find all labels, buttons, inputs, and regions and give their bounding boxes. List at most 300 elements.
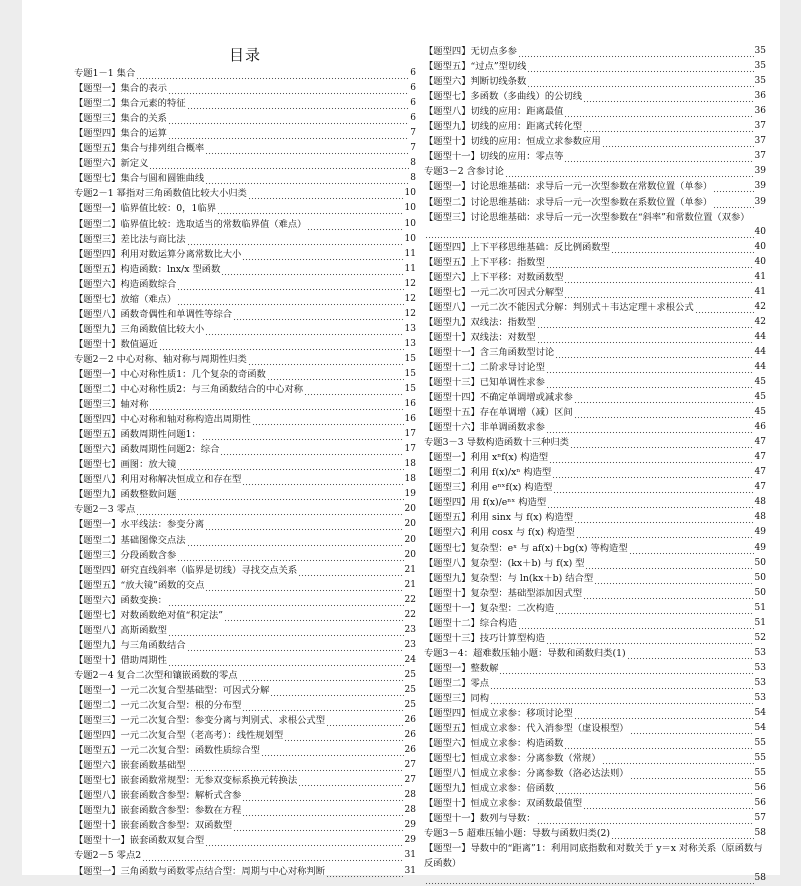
toc-entry-title: 【题型五】构造函数：lnx/x 型函数 (74, 263, 221, 275)
toc-entry[interactable] (74, 111, 416, 126)
toc-entry-page: 47 (754, 437, 766, 448)
toc-entry-title: 【题型五】函数周期性问题1： (74, 429, 201, 441)
toc-entry[interactable] (424, 661, 766, 676)
toc-entry-title: 【题型六】判断切线条数 (424, 76, 527, 88)
toc-entry[interactable] (424, 240, 766, 255)
toc-entry[interactable] (74, 758, 416, 773)
toc-entry-page: 31 (404, 850, 416, 861)
toc-entry-title: 【题型二】中心对称性质2：与三角函数结合的中心对称 (74, 384, 304, 396)
document-page (22, 0, 780, 884)
toc-entry-page: 39 (754, 181, 766, 192)
toc-entry-title: 【题型三】轴对称 (74, 399, 149, 411)
toc-entry-title: 【题型七】嵌套函数常规型：无参双变标系换元转换法 (74, 775, 298, 787)
toc-entry[interactable] (424, 736, 766, 751)
toc-entry[interactable] (74, 81, 416, 96)
dot-leader (242, 472, 403, 487)
dot-leader (326, 864, 404, 879)
toc-entry[interactable] (424, 841, 766, 886)
toc-entry-page: 42 (754, 316, 766, 327)
dot-leader (695, 300, 754, 315)
toc-entry-title: 【题型七】画图：放大镜 (74, 459, 177, 471)
dot-leader (168, 593, 404, 608)
toc-entry-page: 56 (754, 783, 766, 794)
dot-leader (220, 442, 403, 457)
toc-entry[interactable] (424, 480, 766, 495)
toc-entry-title: 【题型九】函数整数问题 (74, 489, 177, 501)
toc-entry[interactable] (74, 623, 416, 638)
toc-entry[interactable] (74, 427, 416, 442)
toc-entry[interactable] (424, 796, 766, 811)
toc-entry-title: 【题型六】新定义 (74, 158, 149, 170)
toc-entry[interactable] (424, 616, 766, 631)
toc-entry[interactable] (74, 382, 416, 397)
toc-entry[interactable] (74, 186, 416, 201)
dot-leader (242, 788, 403, 803)
toc-entry-page: 20 (404, 549, 416, 560)
toc-entry-title: 【题型三】同构 (424, 692, 490, 704)
toc-entry-title: 【题型十】复杂型：基础型添加因式型 (424, 587, 583, 599)
toc-entry-page: 6 (410, 83, 416, 94)
toc-entry-title: 【题型四】集合的运算 (74, 128, 167, 140)
toc-entry-title: 【题型九】与三角函数结合 (74, 639, 186, 651)
toc-entry[interactable] (424, 631, 766, 646)
toc-entry[interactable] (424, 315, 766, 330)
dot-leader (564, 104, 753, 119)
toc-entry-page: 56 (754, 798, 766, 809)
toc-entry-page: 53 (754, 662, 766, 673)
toc-entry-title: 【题型一】一元二次复合型基础型：可因式分解 (74, 684, 270, 696)
toc-entry-page: 36 (754, 91, 766, 102)
toc-entry[interactable] (74, 608, 416, 623)
toc-entry-page: 10 (404, 203, 416, 214)
toc-entry-title: 【题型九】切线的应用：距离式转化型 (424, 121, 583, 133)
dot-leader (552, 465, 753, 480)
toc-entry[interactable] (424, 571, 766, 586)
toc-entry-page: 40 (754, 241, 766, 252)
toc-entry-title: 【题型四】研究直线斜率（临界是切线）寻找交点关系 (74, 564, 298, 576)
dot-leader (505, 164, 754, 179)
toc-entry[interactable] (424, 646, 766, 661)
toc-entry[interactable] (424, 450, 766, 465)
toc-entry-title: 【题型五】上下平移：指数型 (424, 256, 545, 268)
toc-entry[interactable] (424, 751, 766, 766)
toc-entry[interactable] (424, 104, 766, 119)
toc-entry[interactable] (424, 706, 766, 721)
dot-leader (713, 195, 753, 210)
toc-entry[interactable] (424, 345, 766, 360)
toc-entry[interactable] (74, 171, 416, 186)
toc-entry-page: 15 (404, 368, 416, 379)
dot-leader (425, 871, 754, 886)
dot-leader (168, 111, 409, 126)
toc-entry[interactable] (424, 89, 766, 104)
toc-entry-page: 35 (754, 76, 766, 87)
toc-entry[interactable] (74, 848, 416, 863)
dot-leader (267, 367, 404, 382)
toc-entry-page: 10 (404, 233, 416, 244)
dot-leader (239, 668, 404, 683)
toc-entry[interactable] (74, 262, 416, 277)
toc-entry-title: 【题型四】利用对数运算分离常数比大小 (74, 248, 242, 260)
dot-leader (168, 653, 404, 668)
toc-entry[interactable] (74, 683, 416, 698)
toc-entry-title: 【题型七】复杂型：eˣ 与 af(x)＋bg(x) 等构造型 (424, 542, 628, 554)
toc-entry[interactable] (74, 578, 416, 593)
toc-entry-page: 46 (754, 422, 766, 433)
toc-entry-page: 37 (754, 136, 766, 147)
toc-entry[interactable] (424, 435, 766, 450)
toc-entry-page: 13 (404, 338, 416, 349)
dot-leader (205, 141, 409, 156)
toc-entry[interactable] (424, 826, 766, 841)
toc-entry-page: 23 (404, 624, 416, 635)
toc-entry[interactable] (74, 66, 416, 81)
toc-entry[interactable] (74, 352, 416, 367)
toc-entry[interactable] (74, 307, 416, 322)
toc-entry[interactable] (424, 59, 766, 74)
toc-entry-page: 6 (410, 98, 416, 109)
toc-entry-page: 45 (754, 392, 766, 403)
toc-entry[interactable] (424, 164, 766, 179)
toc-entry-page: 47 (754, 452, 766, 463)
toc-entry-page: 17 (404, 444, 416, 455)
toc-entry[interactable] (424, 149, 766, 164)
toc-entry[interactable] (424, 766, 766, 781)
toc-entry[interactable] (74, 728, 416, 743)
toc-entry[interactable] (74, 201, 416, 216)
toc-entry-page: 25 (404, 700, 416, 711)
toc-entry-page: 51 (754, 602, 766, 613)
toc-entry[interactable] (74, 322, 416, 337)
dot-leader (527, 59, 753, 74)
toc-entry[interactable] (74, 337, 416, 352)
dot-leader (594, 571, 753, 586)
toc-entry[interactable] (424, 781, 766, 796)
toc-entry-page: 53 (754, 692, 766, 703)
toc-entry-title: 【题型五】“放大镜”函数的交点 (74, 579, 205, 591)
toc-entry-page: 40 (754, 226, 766, 237)
toc-entry[interactable] (74, 803, 416, 818)
toc-entry-page: 47 (754, 482, 766, 493)
dot-leader (202, 427, 404, 442)
toc-entry[interactable] (74, 593, 416, 608)
toc-entry-page: 47 (754, 467, 766, 478)
dot-leader (270, 683, 403, 698)
toc-entry[interactable] (74, 818, 416, 833)
dot-leader (574, 390, 754, 405)
toc-entry-title: 【题型十】双线法：对数型 (424, 331, 536, 343)
toc-entry[interactable] (74, 412, 416, 427)
toc-entry-title: 专题2－5 零点2 (74, 850, 142, 862)
toc-entry[interactable] (424, 134, 766, 149)
toc-entry-title: 【题型二】零点 (424, 677, 490, 689)
toc-entry[interactable] (424, 300, 766, 315)
dot-leader (583, 119, 753, 134)
dot-leader (177, 292, 403, 307)
dot-leader (490, 676, 753, 691)
toc-entry-page: 31 (404, 865, 416, 876)
toc-entry[interactable] (74, 487, 416, 502)
toc-entry-page: 10 (404, 188, 416, 199)
toc-entry-title: 【题型一】水平线法：参变分离 (74, 519, 205, 531)
dot-leader (555, 601, 753, 616)
toc-entry-title: 【题型六】构造函数综合 (74, 278, 177, 290)
toc-entry-title: 【题型十五】存在单调增（减）区间 (424, 407, 573, 419)
toc-entry[interactable] (74, 141, 416, 156)
dot-leader (177, 457, 403, 472)
dot-leader (553, 480, 753, 495)
toc-entry[interactable] (424, 390, 766, 405)
toc-entry-title: 【题型三】集合的关系 (74, 113, 167, 125)
dot-leader (248, 186, 404, 201)
dot-leader (168, 623, 404, 638)
toc-entry[interactable] (74, 216, 416, 231)
dot-leader (242, 803, 403, 818)
dot-leader (546, 360, 754, 375)
dot-leader (627, 646, 754, 661)
toc-entry[interactable] (74, 833, 416, 848)
toc-entry[interactable] (424, 285, 766, 300)
dot-leader (574, 706, 754, 721)
toc-entry[interactable] (424, 179, 766, 194)
dot-leader (205, 578, 403, 593)
toc-entry-title: 专题3－4：超难数压轴小题：导数和函数归类(1) (424, 647, 626, 659)
toc-entry-page: 41 (754, 286, 766, 297)
toc-entry-page: 27 (404, 775, 416, 786)
dot-leader (630, 766, 754, 781)
toc-entry[interactable] (74, 277, 416, 292)
dot-leader (248, 352, 404, 367)
toc-entry[interactable] (74, 96, 416, 111)
toc-entry-title: 【题型三】分段函数含参 (74, 549, 177, 561)
dot-leader (168, 81, 409, 96)
dot-leader (261, 743, 404, 758)
dot-leader (583, 89, 753, 104)
dot-leader (537, 315, 754, 330)
toc-entry-title: 【题型七】恒成立求参：分离参数（常规） (424, 753, 601, 765)
toc-entry[interactable] (74, 292, 416, 307)
toc-entry[interactable] (424, 375, 766, 390)
toc-entry[interactable] (424, 510, 766, 525)
toc-entry[interactable] (74, 442, 416, 457)
toc-entry-page: 35 (754, 46, 766, 57)
toc-entry[interactable] (424, 194, 766, 209)
toc-entry-page: 37 (754, 151, 766, 162)
dot-leader (537, 811, 754, 826)
toc-entry-page: 23 (404, 639, 416, 650)
toc-entry-title: 专题3－5 超难压轴小题：导数与函数归类(2) (424, 828, 611, 840)
toc-entry-page: 37 (754, 121, 766, 132)
dot-leader (425, 225, 754, 240)
dot-leader (136, 66, 409, 81)
toc-entry-title: 专题2－3 零点 (74, 504, 136, 516)
toc-entry-page: 7 (410, 143, 416, 154)
toc-entry-title: 【题型十一】数列与导数： (424, 813, 536, 825)
toc-entry-title: 【题型一】讨论思维基础：求导后一元一次型参数在常数位置（单参） (424, 181, 713, 193)
toc-entry-title: 【题型二】临界值比较：选取适当的常数临界值（难点） (74, 218, 307, 230)
toc-entry-title: 【题型二】讨论思维基础：求导后一元一次型参数在系数位置（单参） (424, 196, 713, 208)
toc-entry-page: 12 (404, 308, 416, 319)
toc-entry[interactable] (424, 540, 766, 555)
toc-entry[interactable] (74, 668, 416, 683)
toc-entry[interactable] (74, 698, 416, 713)
toc-entry[interactable] (424, 586, 766, 601)
toc-entry[interactable] (74, 563, 416, 578)
toc-entry-page: 19 (404, 489, 416, 500)
toc-entry[interactable] (424, 721, 766, 736)
toc-entry-title: 专题3－2 含参讨论 (424, 166, 504, 178)
toc-entry-title: 【题型五】“过点”型切线 (424, 61, 527, 73)
toc-entry[interactable] (74, 773, 416, 788)
dot-leader (564, 285, 753, 300)
toc-entry-page: 44 (754, 331, 766, 342)
dot-leader (326, 713, 404, 728)
toc-entry-title: 【题型十一】含三角函数型讨论 (424, 346, 555, 358)
toc-entry-page: 25 (404, 669, 416, 680)
dot-leader (546, 420, 754, 435)
toc-entry-title: 【题型八】恒成立求参：分离参数（洛必达法则） (424, 768, 629, 780)
toc-right-list (424, 44, 766, 886)
toc-entry[interactable] (424, 811, 766, 826)
toc-entry-page: 20 (404, 504, 416, 515)
toc-entry[interactable] (74, 397, 416, 412)
toc-entry-title: 【题型十一】复杂型：二次构造 (424, 602, 555, 614)
toc-entry[interactable] (74, 863, 416, 878)
dot-leader (518, 44, 754, 59)
toc-entry-title: 【题型三】一元二次复合型：参变分离与判别式、求根公式型 (74, 715, 326, 727)
toc-entry-title: 【题型五】集合与排列组合概率 (74, 143, 205, 155)
dot-leader (555, 345, 753, 360)
toc-entry[interactable] (424, 676, 766, 691)
toc-entry-page: 21 (404, 564, 416, 575)
toc-entry[interactable] (74, 517, 416, 532)
dot-leader (149, 156, 409, 171)
toc-entry-page: 28 (404, 805, 416, 816)
toc-entry-title: 【题型五】恒成立求参：代入消参型（虚设根型） (424, 723, 629, 735)
toc-entry-title: 【题型六】利用 cosx 与 f(x) 构造型 (424, 527, 575, 539)
toc-entry-page: 45 (754, 376, 766, 387)
toc-entry-page: 25 (404, 684, 416, 695)
dot-leader (217, 201, 404, 216)
toc-entry-page: 20 (404, 519, 416, 530)
toc-entry-page: 12 (404, 293, 416, 304)
dot-leader (564, 736, 753, 751)
toc-entry-title: 【题型四】上下平移思维基础：反比例函数型 (424, 241, 610, 253)
dot-leader (630, 721, 754, 736)
toc-entry[interactable] (74, 126, 416, 141)
toc-entry[interactable] (424, 210, 766, 240)
dot-leader (499, 661, 753, 676)
toc-entry-title: 【题型九】复杂型：与 ln(kx＋b) 结合型 (424, 572, 594, 584)
toc-entry-title: 【题型八】切线的应用：距离最值 (424, 106, 564, 118)
toc-entry[interactable] (424, 74, 766, 89)
toc-entry-title: 【题型八】嵌套函数含参型：解析式含参 (74, 790, 242, 802)
toc-entry[interactable] (74, 743, 416, 758)
toc-entry[interactable] (74, 532, 416, 547)
toc-entry-title: 【题型九】嵌套函数含参型：参数在方程 (74, 805, 242, 817)
toc-entry-title: 【题型四】用 f(x)/eⁿˣ 构造型 (424, 497, 547, 509)
dot-leader (583, 586, 753, 601)
toc-entry[interactable] (424, 420, 766, 435)
toc-entry-leader-line (424, 225, 766, 240)
toc-entry[interactable] (74, 653, 416, 668)
toc-entry[interactable] (424, 465, 766, 480)
dot-leader (205, 517, 403, 532)
toc-entry-page: 35 (754, 61, 766, 72)
toc-entry-title: 【题型五】利用 sinx 与 f(x) 构造型 (424, 512, 573, 524)
toc-entry[interactable] (74, 156, 416, 171)
dot-leader (177, 487, 403, 502)
toc-entry[interactable] (424, 119, 766, 134)
toc-entry[interactable] (74, 232, 416, 247)
dot-leader (307, 217, 403, 232)
dot-leader (159, 337, 404, 352)
dot-leader (585, 556, 753, 571)
dot-leader (187, 758, 404, 773)
toc-entry[interactable] (74, 367, 416, 382)
dot-leader (629, 541, 754, 556)
dot-leader (576, 525, 754, 540)
dot-leader (547, 495, 753, 510)
dot-leader (187, 638, 404, 653)
toc-entry-page: 15 (404, 353, 416, 364)
toc-entry-page: 29 (404, 835, 416, 846)
toc-entry[interactable] (424, 270, 766, 285)
toc-entry[interactable] (424, 495, 766, 510)
toc-entry[interactable] (424, 44, 766, 59)
dot-leader (549, 450, 753, 465)
toc-entry-title: 【题型二】集合元素的特征 (74, 98, 186, 110)
toc-entry[interactable] (74, 548, 416, 563)
toc-entry-title: 【题型一】利用 xⁿf(x) 构造型 (424, 452, 549, 464)
toc-entry-title: 【题型十三】已知单调性求参 (424, 376, 545, 388)
dot-leader (611, 240, 754, 255)
toc-entry-title: 【题型一】整数解 (424, 662, 499, 674)
dot-leader (205, 322, 403, 337)
toc-entry[interactable] (424, 360, 766, 375)
toc-entry[interactable] (424, 525, 766, 540)
toc-entry-page: 48 (754, 512, 766, 523)
toc-entry[interactable] (74, 638, 416, 653)
toc-entry-page: 58 (754, 828, 766, 839)
toc-entry[interactable] (74, 472, 416, 487)
toc-entry[interactable] (74, 502, 416, 517)
toc-entry[interactable] (424, 330, 766, 345)
toc-entry-page: 52 (754, 632, 766, 643)
toc-entry-title: 【题型十】切线的应用：恒成立求参数应用 (424, 136, 601, 148)
dot-leader (252, 412, 404, 427)
toc-entry[interactable] (424, 691, 766, 706)
toc-entry-title: 【题型七】一元二次可因式分解型 (424, 286, 564, 298)
toc-entry[interactable] (424, 405, 766, 420)
toc-entry-page: 44 (754, 346, 766, 357)
dot-leader (168, 126, 409, 141)
toc-entry-title: 【题型十三】技巧计算型构造 (424, 632, 545, 644)
toc-entry[interactable] (424, 601, 766, 616)
toc-entry[interactable] (74, 788, 416, 803)
toc-entry[interactable] (424, 556, 766, 571)
toc-entry-title: 专题2－2 中心对称、轴对称与周期性归类 (74, 353, 247, 365)
dot-leader (537, 330, 754, 345)
toc-entry[interactable] (74, 713, 416, 728)
toc-entry[interactable] (74, 247, 416, 262)
toc-entry[interactable] (74, 457, 416, 472)
toc-left-column (74, 44, 416, 879)
toc-entry[interactable] (424, 255, 766, 270)
toc-entry-title: 专题1－1 集合 (74, 68, 136, 80)
toc-entry-page: 50 (754, 572, 766, 583)
toc-entry-page: 8 (410, 173, 416, 184)
